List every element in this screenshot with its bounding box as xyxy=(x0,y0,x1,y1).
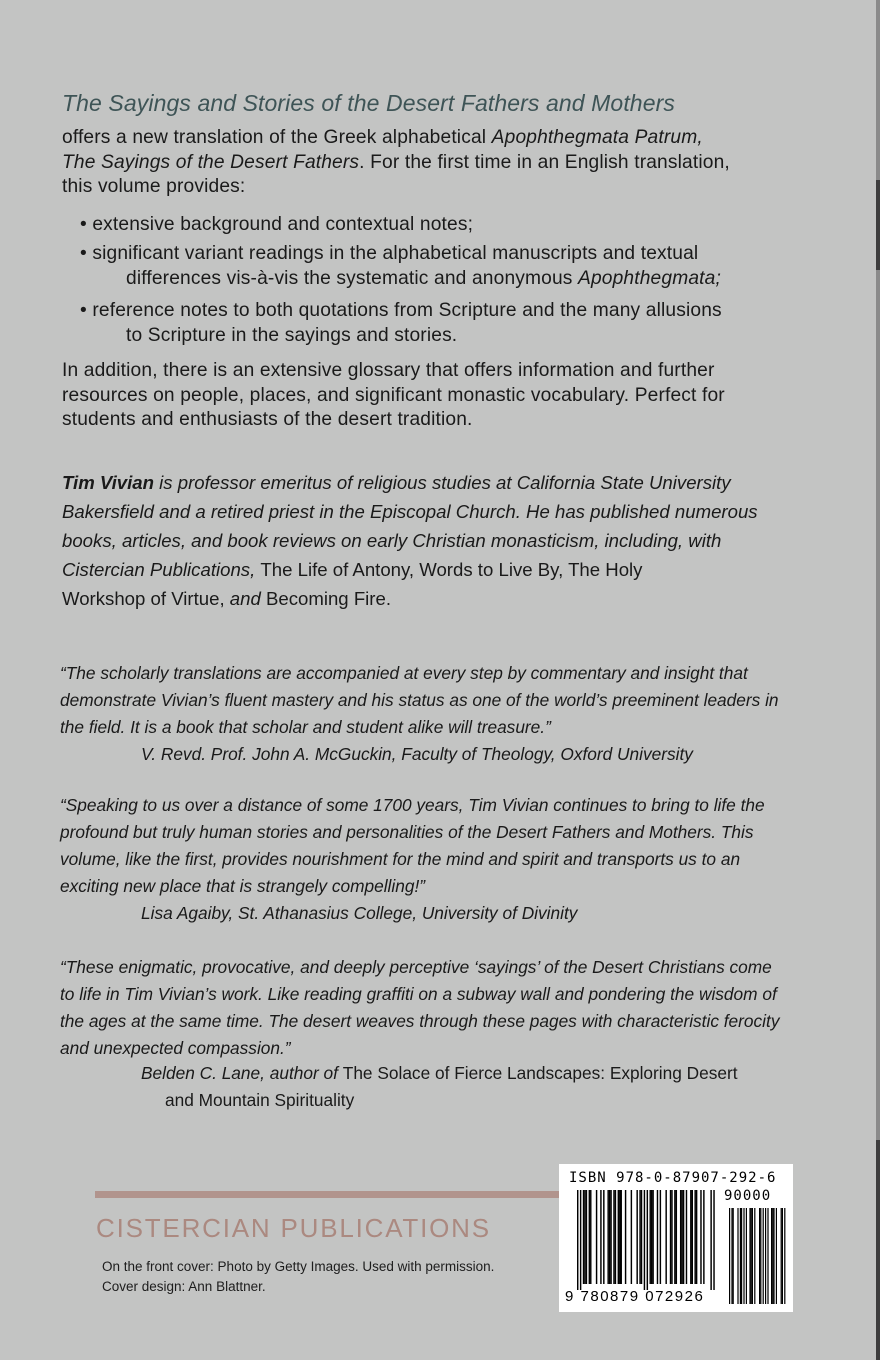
barcode-bar xyxy=(580,1190,581,1290)
bullet-background-notes: • extensive background and contextual notes; xyxy=(80,214,474,235)
intro-paragraph: offers a new translation of the Greek alphabetical Apophthegmata Patrum, The Sayings of the Desert Fathers. For the first time in an English translation, this volume provides: xyxy=(62,127,730,197)
barcode-bar xyxy=(686,1190,687,1284)
addon-bar xyxy=(754,1208,755,1304)
isbn-barcode xyxy=(559,1164,793,1312)
addon-bar xyxy=(773,1208,774,1304)
barcode-bar xyxy=(694,1190,695,1284)
cover-credits: On the front cover: Photo by Getty Images. Used with permission. Cover design: Ann Blattner. xyxy=(102,1259,495,1294)
barcode-bar xyxy=(696,1190,697,1284)
barcode-bar xyxy=(680,1190,681,1284)
addon-bar xyxy=(781,1208,782,1304)
isbn-number: ISBN 978-0-87907-292-6 xyxy=(569,1170,777,1186)
addon-bar xyxy=(740,1208,741,1304)
barcode-bar xyxy=(619,1190,620,1284)
barcode-bar xyxy=(641,1190,642,1284)
barcode-bar xyxy=(703,1190,704,1284)
barcode-bar xyxy=(625,1190,626,1284)
ean-digits: 9 780879 072926 xyxy=(565,1288,705,1305)
addon-bar xyxy=(743,1208,744,1304)
addon-bar xyxy=(767,1208,768,1304)
barcode-bar xyxy=(636,1190,637,1284)
barcode-bar xyxy=(583,1190,584,1284)
barcode-bar xyxy=(650,1190,651,1284)
barcode-bar xyxy=(647,1190,648,1290)
barcode-bar xyxy=(639,1190,640,1284)
barcode-bar xyxy=(586,1190,587,1284)
bullet-variant-readings: • significant variant readings in the alphabetical manuscripts and textual differences vis-à-vis the systematic and anonymous Apophthegmata; xyxy=(80,243,721,289)
barcode-bar xyxy=(700,1190,701,1284)
addon-bar xyxy=(772,1208,773,1304)
endorsement-quote-1: “The scholarly translations are accompanied at every step by commentary and insight that demonstrate Vivian’s fluent mastery and his status as one of the world’s preeminent leaders in the field. It is a book that scholar and student alike will treasure.” xyxy=(60,663,779,737)
addon-bar xyxy=(749,1208,750,1304)
addon-bar xyxy=(765,1208,766,1304)
barcode-bar xyxy=(618,1190,619,1284)
barcode-bar xyxy=(577,1190,578,1290)
publisher-rule xyxy=(95,1191,560,1198)
endorsement-quote-3: “These enigmatic, provocative, and deeply perceptive ‘sayings’ of the Desert Christians come to life in Tim Vivian’s work. Like reading graffiti on a subway wall and pondering the wisdom of the ages at the same time. The desert weaves through these pages with characteristic ferocity and unexpected compassion.” xyxy=(60,957,780,1058)
barcode-bar xyxy=(651,1190,652,1284)
addon-bar xyxy=(752,1208,753,1304)
addon-bar xyxy=(782,1208,783,1304)
barcode-bar xyxy=(584,1190,585,1284)
author-name: Tim Vivian xyxy=(62,472,154,493)
barcode-bar xyxy=(589,1190,590,1284)
barcode-bar xyxy=(665,1190,666,1284)
barcode-bar xyxy=(590,1190,591,1284)
barcode-bar xyxy=(613,1190,614,1284)
addon-bar xyxy=(737,1208,738,1304)
barcode-bar xyxy=(615,1190,616,1284)
bullet-reference-notes: • reference notes to both quotations from Scripture and the many allusions to Scripture in the sayings and stories. xyxy=(80,300,722,346)
addon-bar xyxy=(733,1208,734,1304)
barcode-bar xyxy=(660,1190,661,1284)
addon-bar xyxy=(729,1208,730,1304)
barcode-bar xyxy=(710,1190,711,1290)
addon-bar xyxy=(741,1208,742,1304)
barcode-bar xyxy=(692,1190,693,1284)
barcode-bar xyxy=(610,1190,611,1284)
barcode-bar xyxy=(621,1190,622,1284)
barcode-bar xyxy=(596,1190,597,1284)
barcode-bar xyxy=(681,1190,682,1284)
barcode-bar xyxy=(670,1190,671,1284)
addon-bar xyxy=(760,1208,761,1304)
addon-bar xyxy=(784,1208,785,1304)
book-title: The Sayings and Stories of the Desert Fathers and Mothers xyxy=(62,90,675,116)
quote-3-attribution: Belden C. Lane, author of The Solace of Fierce Landscapes: Exploring Desert and Mountain Spirituality xyxy=(141,1063,738,1110)
barcode-bar xyxy=(600,1190,601,1284)
publisher-name: CISTERCIAN PUBLICATIONS xyxy=(96,1213,491,1243)
addon-bar xyxy=(776,1208,777,1304)
addon-bar xyxy=(759,1208,760,1304)
endorsement-quote-2: “Speaking to us over a distance of some 1700 years, Tim Vivian continues to bring to life the profound but truly human stories and personalities of the Desert Fathers and Mothers. This volume, like the first, provides nourishment for the mind and spirit and transports us to an exciting new place that is strangely compelling!” xyxy=(60,795,765,896)
barcode-bar xyxy=(690,1190,691,1284)
barcode-bar xyxy=(631,1190,632,1284)
barcode-bar xyxy=(671,1190,672,1284)
price-addon-number: 90000 xyxy=(724,1188,772,1204)
quote-1-attribution: V. Revd. Prof. John A. McGuckin, Faculty of Theology, Oxford University xyxy=(141,744,693,764)
barcode-bar xyxy=(609,1190,610,1284)
addon-bar xyxy=(751,1208,752,1304)
glossary-paragraph: In addition, there is an extensive glossary that offers information and further resources on people, places, and significant monastic vocabulary. Perfect for students and enthusiasts of the desert tradition. xyxy=(62,360,725,430)
addon-bar xyxy=(771,1208,772,1304)
barcode-bar xyxy=(676,1190,677,1284)
barcode-bar xyxy=(607,1190,608,1284)
barcode-bar xyxy=(644,1190,645,1290)
barcode-bar xyxy=(713,1190,714,1290)
barcode-bar xyxy=(603,1190,604,1284)
spine-edge xyxy=(876,0,880,1360)
addon-bar xyxy=(746,1208,747,1304)
barcode-bar xyxy=(683,1190,684,1284)
addon-bar xyxy=(731,1208,732,1304)
quote-2-attribution: Lisa Agaiby, St. Athanasius College, University of Divinity xyxy=(141,903,578,923)
author-bio: Tim Vivian is professor emeritus of religious studies at California State University Bakersfield and a retired priest in the Episcopal Church. He has published numerous books, articles, and book reviews on early Christian monasticism, including, with Cistercian Publications, The Life of Antony, Words to Live By, The Holy Workshop of Virtue, and Becoming Fire. xyxy=(62,472,758,609)
addon-bar xyxy=(763,1208,764,1304)
barcode-bar xyxy=(674,1190,675,1284)
barcode-bar xyxy=(652,1190,653,1284)
barcode-bar xyxy=(657,1190,658,1284)
